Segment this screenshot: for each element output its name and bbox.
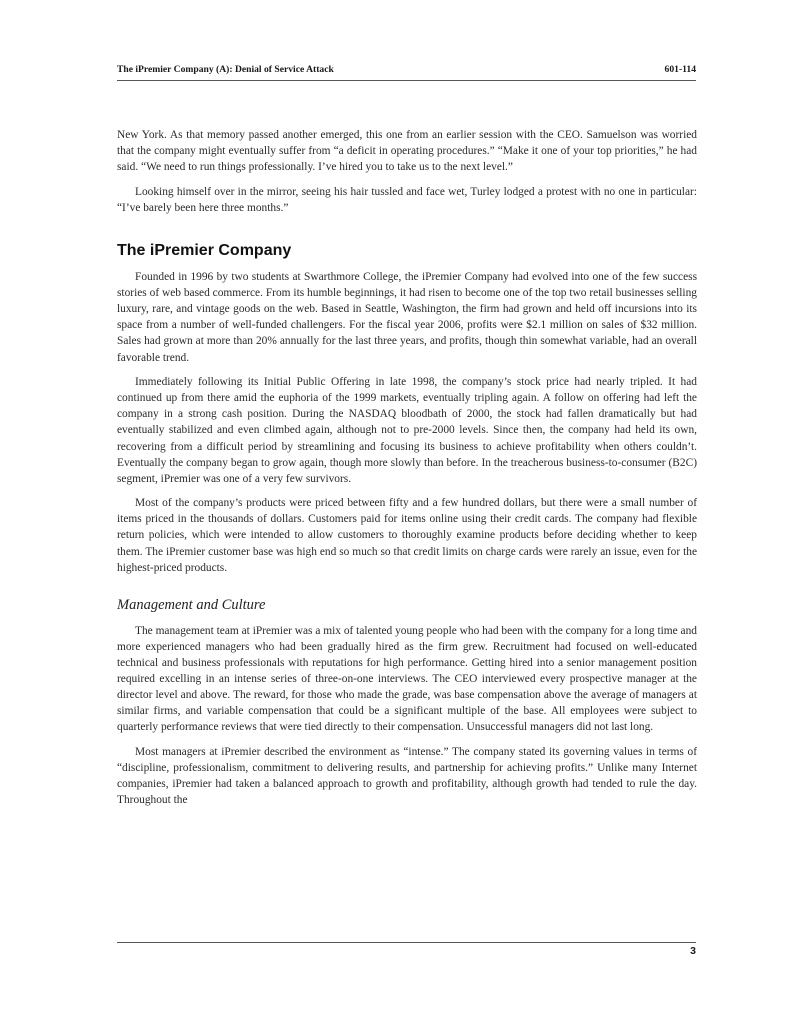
paragraph-products: Most of the company’s products were priced between fifty and a few hundred dollars, but there were a small number of items priced in the thousands of dollars. Customers paid for items online using their credit cards. The company had flexible return policies, which were intended to allow customers to thoroughly examine products before deciding whether to keep them. The iPremier customer base was high end so much so that credit limits on charge cards were rarely an issue, even for the highest-priced products. [117, 497, 697, 574]
footer-divider [117, 942, 696, 943]
section-heading: The iPremier Company [117, 241, 292, 259]
subsection-heading: Management and Culture [117, 596, 266, 613]
header-divider [117, 80, 696, 81]
running-header-title: The iPremier Company (A): Denial of Service Attack [117, 64, 334, 75]
paragraph-company-founding: Founded in 1996 by two students at Swarthmore College, the iPremier Company had evolved into one of the few success stories of web based commerce. From its humble beginnings, it had risen to become one of the top two retail businesses selling luxury, rare, and vintage goods on the web. Based in Seattle, Washington, the firm had grown and held off incursions into its space from a number of well-funded challengers. For the fiscal year 2006, profits were $2.1 million on sales of $32 million. Sales had grown at more than 20% annually for the last three years, and profits, though thin somewhat variable, had an overall favorable trend. [117, 271, 697, 364]
body-text [117, 127, 697, 817]
paragraph-management-team: The management team at iPremier was a mix of talented young people who had been with the company for a long time and more experienced managers who had been gradually hired as the firm grew. Recruitment had focused on well-educated technical and business professionals with reputations for high performance. Getting hired into a senior management position required excelling in an intense series of three-on-one interviews. The CEO interviewed every prospective manager at the director level and above. The reward, for those who made the grade, was base compensation above the average of managers at similar firms, and variable compensation that could be a significant multiple of the base. All employees were subject to quarterly performance reviews that were tied directly to their compensation. Unsuccessful managers did not last long. [117, 624, 697, 734]
paragraph-environment: Most managers at iPremier described the environment as “intense.” The company stated its governing values in terms of “discipline, professionalism, commitment to delivering results, and partnership for achieving profits.” Unlike many Internet companies, iPremier had taken a balanced approach to growth and profitability, although growth had tended to rule the day. Throughout the [117, 746, 697, 807]
running-header [117, 64, 696, 78]
paragraph-turley-protest: Looking himself over in the mirror, seeing his hair tussled and face wet, Turley lodged a protest with no one in particular: “I’ve barely been here three months.” [117, 185, 697, 214]
paragraph-stock-history: Immediately following its Initial Public Offering in late 1998, the company’s stock price had nearly tripled. It had continued up from there amid the euphoria of the 1999 markets, eventually tripling again. A follow on offering had left the company in a strong cash position. During the NASDAQ bloodbath of 2000, the stock had fallen dramatically but had eventually stabilized and even climbed again, although not to pre-2000 levels. Since then, the company had held its own, recovering from a difficult period by streamlining and focusing its business to achieve profitability when others couldn’t. Eventually the company began to grow again, though more slowly than before. In the treacherous business-to-consumer (B2C) segment, iPremier was one of a very few survivors. [117, 376, 697, 485]
page-number: 3 [690, 945, 696, 957]
paragraph-continuation: New York. As that memory passed another emerged, this one from an earlier session with the CEO. Samuelson was worried that the company might eventually suffer from “a deficit in operating procedures.” “Make it one of your top priorities,” he had said. “We need to run things professionally. I’ve hired you to take us to the next level.” [117, 129, 697, 174]
document-code: 601-114 [664, 64, 696, 75]
